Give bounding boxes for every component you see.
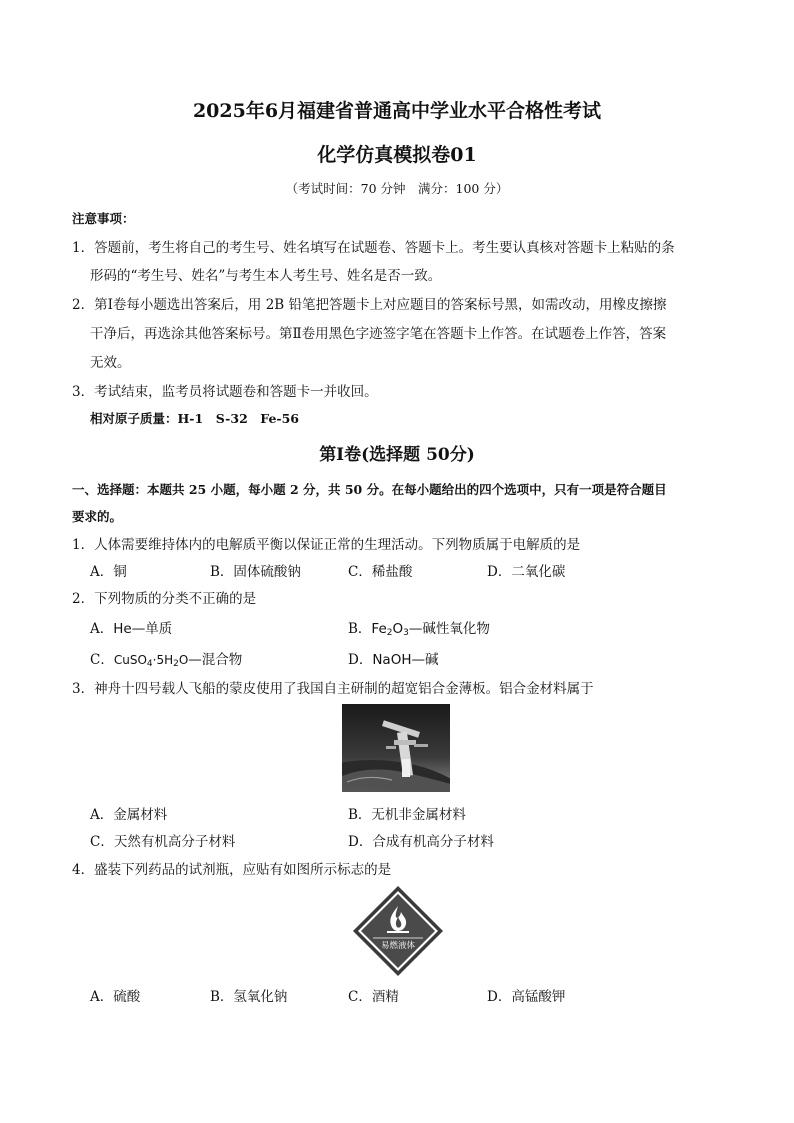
note-2-line-1: 2．第Ⅰ卷每小题选出答案后，用 2B 铅笔把答题卡上对应题目的答案标号黑，如需改动，用橡皮擦擦	[72, 297, 667, 313]
question-4-option-b: B．氢氧化钠	[210, 989, 288, 1005]
question-3-option-b: B．无机非金属材料	[348, 807, 466, 823]
question-2-option-c: C．$CuSO_4\cdot 5H_2O—$混合物	[90, 652, 243, 669]
exam-title: 2025年6月福建省普通高中学业水平合格性考试	[192, 100, 602, 122]
question-1-option-b: B．固体硫酸钠	[210, 564, 301, 580]
question-4-option-c: C．酒精	[348, 989, 399, 1005]
spacecraft-photo	[342, 704, 450, 792]
exam-subtitle: 化学仿真模拟卷01	[317, 144, 477, 166]
note-1-line-2: 形码的“考生号、姓名”与考生本人考生号、姓名是否一致。	[90, 268, 442, 284]
exam-meta: （考试时间：70 分钟 满分：100 分）	[285, 181, 509, 196]
question-4-stem: 4．盛装下列药品的试剂瓶，应贴有如图所示标志的是	[72, 862, 392, 878]
note-2-line-2: 干净后，再选涂其他答案标号。第Ⅱ卷用黑色字迹签字笔在答题卡上作答。在试题卷上作答，答案	[90, 326, 667, 342]
question-1-option-d: D．二氧化碳	[487, 564, 566, 580]
question-2-stem: 2．下列物质的分类不正确的是	[72, 591, 257, 607]
question-2-option-b: B．$Fe_2O_3—$碱性氧化物	[348, 621, 490, 638]
section-instruction-line-2: 要求的。	[72, 509, 123, 524]
section-title: 第Ⅰ卷(选择题 50分)	[319, 445, 475, 465]
question-4-option-a: A．硫酸	[90, 989, 141, 1005]
question-3-option-a: A．金属材料	[90, 807, 168, 823]
note-2-line-3: 无效。	[90, 355, 131, 371]
note-1-line-1: 1．答题前，考生将自己的考生号、姓名填写在试题卷、答题卡上。考生要认真核对答题卡上粘贴的条	[72, 240, 675, 256]
question-4-option-d: D．高锰酸钾	[487, 989, 566, 1005]
question-3-option-c: C．天然有机高分子材料	[90, 834, 236, 850]
question-1-stem: 1．人体需要维持体内的电解质平衡以保证正常的生理活动。下列物质属于电解质的是	[72, 537, 581, 553]
section-instruction-line-1: 一、选择题：本题共 25 小题，每小题 2 分，共 50 分。在每小题给出的四个选项中，只有一项是符合题目	[72, 482, 667, 497]
question-2-option-d: D．NaOH—碱	[348, 652, 439, 668]
note-3: 3．考试结束，监考员将试题卷和答题卡一并收回。	[72, 384, 378, 400]
atomic-mass: 相对原子质量：H-1 S-32 Fe-56	[90, 411, 299, 426]
question-2-option-a: A．He—单质	[90, 621, 173, 637]
question-1-option-a: A．铜	[90, 564, 127, 580]
question-1-option-c: C．稀盐酸	[348, 564, 413, 580]
question-3-stem: 3．神舟十四号载人飞船的蒙皮使用了我国自主研制的超宽铝合金薄板。铝合金材料属于	[72, 681, 594, 697]
notes-heading: 注意事项：	[72, 211, 135, 226]
question-3-option-d: D．合成有机高分子材料	[348, 834, 494, 850]
flammable-liquid-sign	[351, 884, 445, 978]
sign-label: 易燃液体	[380, 941, 415, 951]
